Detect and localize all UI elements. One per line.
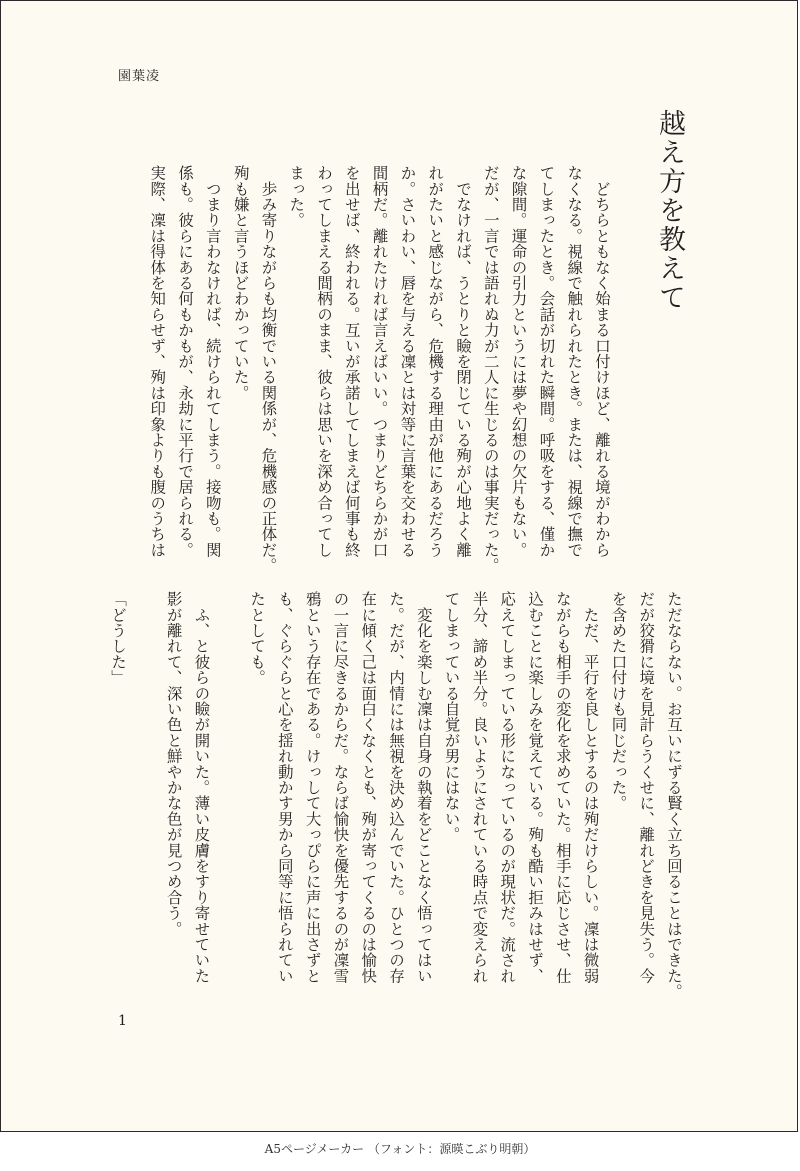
footer-caption: A5ページメーカー （フォント：源暎こぶり明朝） [264,1142,536,1156]
text-line: てしまったとき。会話が切れた瞬間。呼吸をする、僅か [537,165,556,558]
text-line: 込むことに楽しみを覚えている。殉も酷い拒みはせず、 [526,591,545,984]
text-line: だが、一言では語れぬ力が二人に生じるのは事実だった。 [481,165,500,574]
text-line: なくなる。視線で触れられたとき。または、視線で撫で [565,165,584,558]
text-line: 殉も嫌と言うほどわかっていた。 [231,165,250,401]
text-line: れがたいと感じながら、危機する理由が他にあるだろう [426,165,445,558]
text-line [131,591,159,1011]
text-line: を出せば、終われる。互いが承諾してしまえば何事も終 [342,165,361,558]
text-line: だが狡猾に境を見計らうくせに、離れどきを見失う。今 [637,591,656,984]
text-line: ふ、と彼らの瞼が開いた。薄い皮膚をすり寄せていた [192,591,211,984]
text-line: な隙間。運命の引力というには夢や幻想の欠片もない。 [509,165,528,558]
text-line: を含めた口付けも同じだった。 [609,591,628,811]
text-line: まった。 [287,165,306,228]
text-line: 影が離れて、深い色と鮮やかな色が見つめ合う。 [164,591,183,937]
text-line: たとしても。 [248,591,267,686]
text-line: わってしまえる間柄のまま、彼らは思いを深め合ってし [315,165,334,558]
text-line: 鴉という存在である。けっして大っぴらに声に出さずと [303,591,322,984]
text-line: た。だが、内情には無視を決め込んでいた。ひとつの存 [387,591,406,984]
text-line: どちらともなく始まる口付けほど、離れる境がわから [593,165,611,558]
text-line [214,591,242,1011]
text-line: 歩み寄りながらも均衡でいる関係が、危機感の正体だ。 [259,165,278,574]
text-line: 応えてしまっている形になっているのが現状だ。流され [498,591,517,984]
text-line: ただ、平行を良しとするのは殉だけらしい。凜は微弱 [581,591,600,984]
text-line: 間柄だ。離れたければ言えばいい。つまりどちらかが口 [370,165,389,558]
text-line: ながらも相手の変化を求めていた。相手に応じさせ、仕 [553,591,572,984]
text-line: でなければ、うとりと瞼を閉じている殉が心地よく離 [454,165,473,558]
text-line: の一言に尽きるからだ。ならば愉快を優先するのが凜雪 [331,591,350,984]
body-text-upper [142,165,615,574]
page-number: 1 [118,1013,127,1029]
text-line: 半分、諦め半分。良いようにされている時点で変えられ [470,591,489,984]
body-text-lower [103,591,687,1011]
text-line: 変化を楽しむ凜は自身の執着をどことなく悟ってはい [414,591,433,984]
text-line: 実際、凜は得体を知らせず、殉は印象よりも腹のうちは [148,165,167,558]
text-line: つまり言わなければ、続けられてしまう。接吻も。関 [203,165,222,558]
text-line: てしまっている自覚が男にはない。 [442,591,461,843]
story-title: 越え方を教えて [654,109,685,312]
text-line: 係も。彼らにある何もかもが、永劫に平行で居られる。 [176,165,195,558]
text-line: も、ぐらぐらと心を揺れ動かす男から同等に悟られてい [275,591,294,984]
text-line: か。さいわい、唇を与える凜とは対等に言葉を交わせる [398,165,417,558]
author-name: 園葉凌 [118,69,161,84]
text-line: 在に傾く己は面白くなくとも、殉が寄ってくるのは愉快 [359,591,378,984]
text-line: ただならない。お互いにずる賢く立ち回ることはできた。 [665,591,683,1000]
text-line: 「どうした」 [109,591,128,686]
